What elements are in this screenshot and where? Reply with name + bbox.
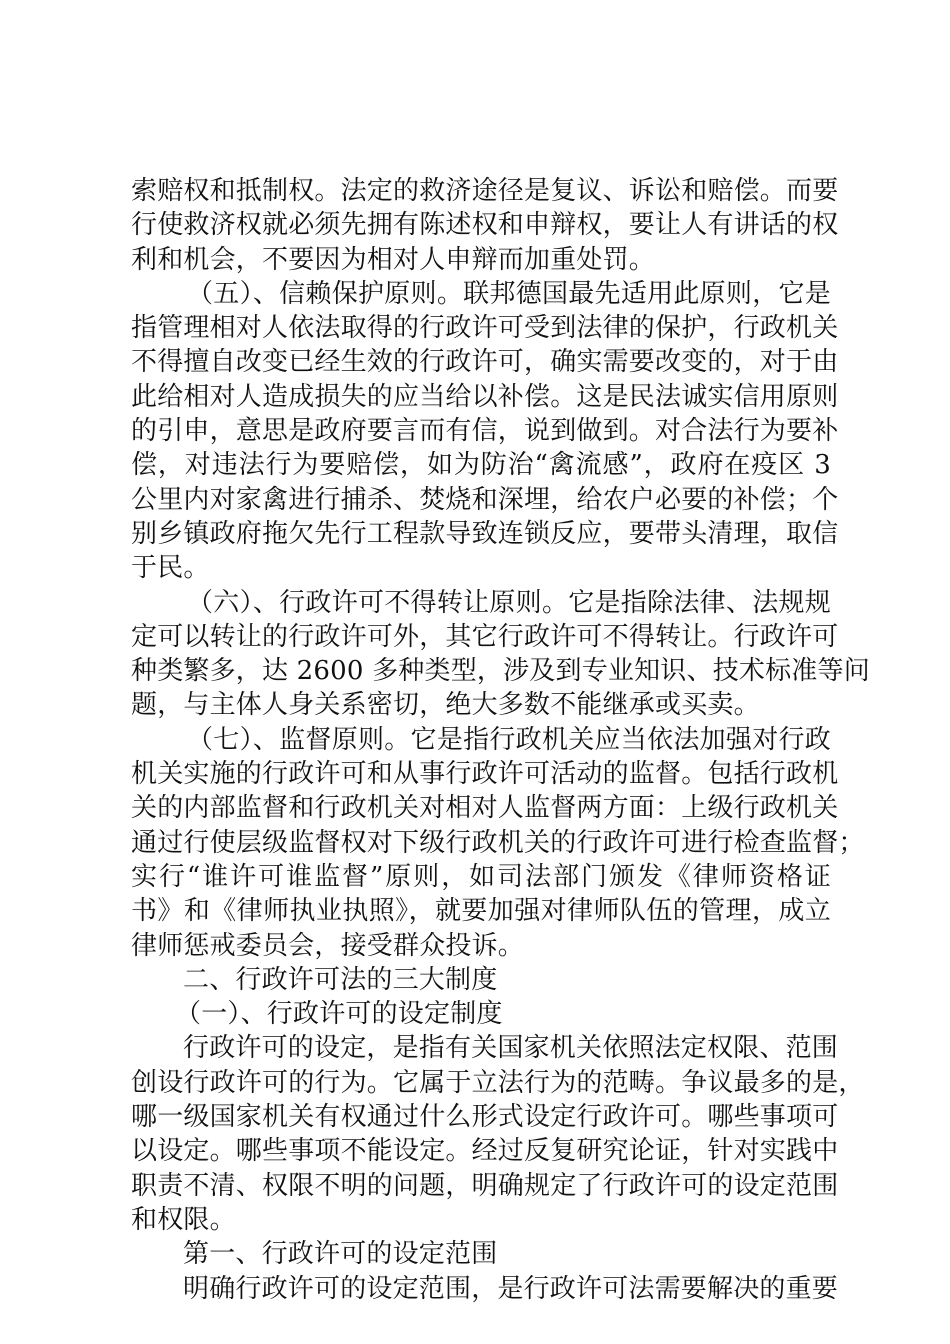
text-line: （一）、行政许可的设定制度 (175, 999, 503, 1030)
text-line: 哪一级国家机关有权通过什么形式设定行政许可。哪些事项可 (131, 1102, 839, 1133)
text-line: 行政许可的设定，是指有关国家机关依照法定权限、范围 (183, 1033, 839, 1064)
text-line: 索赔权和抵制权。法定的救济途径是复议、诉讼和赔偿。而要 (131, 176, 839, 206)
text-line: 种类繁多，达 2600 多种类型，涉及到专业知识、技术标准等问 (131, 656, 870, 687)
text-line: 二、行政许可法的三大制度 (183, 964, 498, 995)
text-line: 偿，对违法行为要赔偿，如为防治“禽流感”，政府在疫区 3 (131, 450, 831, 481)
text-line: （五）、信赖保护原则。联邦德国最先适用此原则，它是 (187, 278, 831, 309)
text-line: 创设行政许可的行为。它属于立法行为的范畴。争议最多的是， (131, 1067, 865, 1098)
text-line: 此给相对人造成损失的应当给以补偿。这是民法诚实信用原则 (131, 381, 839, 412)
text-line: 律师惩戒委员会，接受群众投诉。 (131, 930, 525, 961)
text-line: 实行“谁许可谁监督”原则，如司法部门颁发《律师资格证 (131, 861, 831, 892)
text-line: 公里内对家禽进行捕杀、焚烧和深埋，给农户必要的补偿；个 (131, 484, 839, 515)
text-line: 定可以转让的行政许可外，其它行政许可不得转让。行政许可 (131, 621, 839, 652)
text-line: （六）、行政许可不得转让原则。它是指除法律、法规规 (187, 587, 831, 618)
text-line: 行使救济权就必须先拥有陈述权和申辩权，要让人有讲话的权 (131, 210, 839, 241)
text-line: 机关实施的行政许可和从事行政许可活动的监督。包括行政机 (131, 759, 839, 790)
text-line: 以设定。哪些事项不能设定。经过反复研究论证，针对实践中 (131, 1136, 839, 1167)
document-body (131, 174, 870, 1306)
text-line: 指管理相对人依法取得的行政许可受到法律的保护，行政机关 (131, 313, 839, 344)
text-line: 利和机会，不要因为相对人申辩而加重处罚。 (131, 244, 656, 275)
text-line: 题，与主体人身关系密切，绝大多数不能继承或买卖。 (131, 690, 760, 721)
text-line: 的引申，意思是政府要言而有信，说到做到。对合法行为要补 (131, 416, 839, 447)
text-line: 明确行政许可的设定范围，是行政许可法需要解决的重要 (183, 1273, 839, 1304)
text-line: （七）、监督原则。它是指行政机关应当依法加强对行政 (187, 724, 831, 755)
text-line: 不得擅自改变已经生效的行政许可，确实需要改变的，对于由 (131, 347, 839, 378)
text-line: 于民。 (131, 553, 210, 584)
text-line: 别乡镇政府拖欠先行工程款导致连锁反应，要带头清理，取信 (131, 518, 839, 549)
text-line: 通过行使层级监督权对下级行政机关的行政许可进行检查监督； (131, 827, 865, 858)
text-line: 和权限。 (131, 1204, 236, 1235)
text-line: 书》和《律师执业执照》，就要加强对律师队伍的管理，成立 (131, 896, 831, 927)
text-line: 第一、行政许可的设定范围 (183, 1239, 498, 1270)
text-line: 职责不清、权限不明的问题，明确规定了行政许可的设定范围 (131, 1170, 839, 1201)
text-line: 关的内部监督和行政机关对相对人监督两方面：上级行政机关 (131, 793, 839, 824)
